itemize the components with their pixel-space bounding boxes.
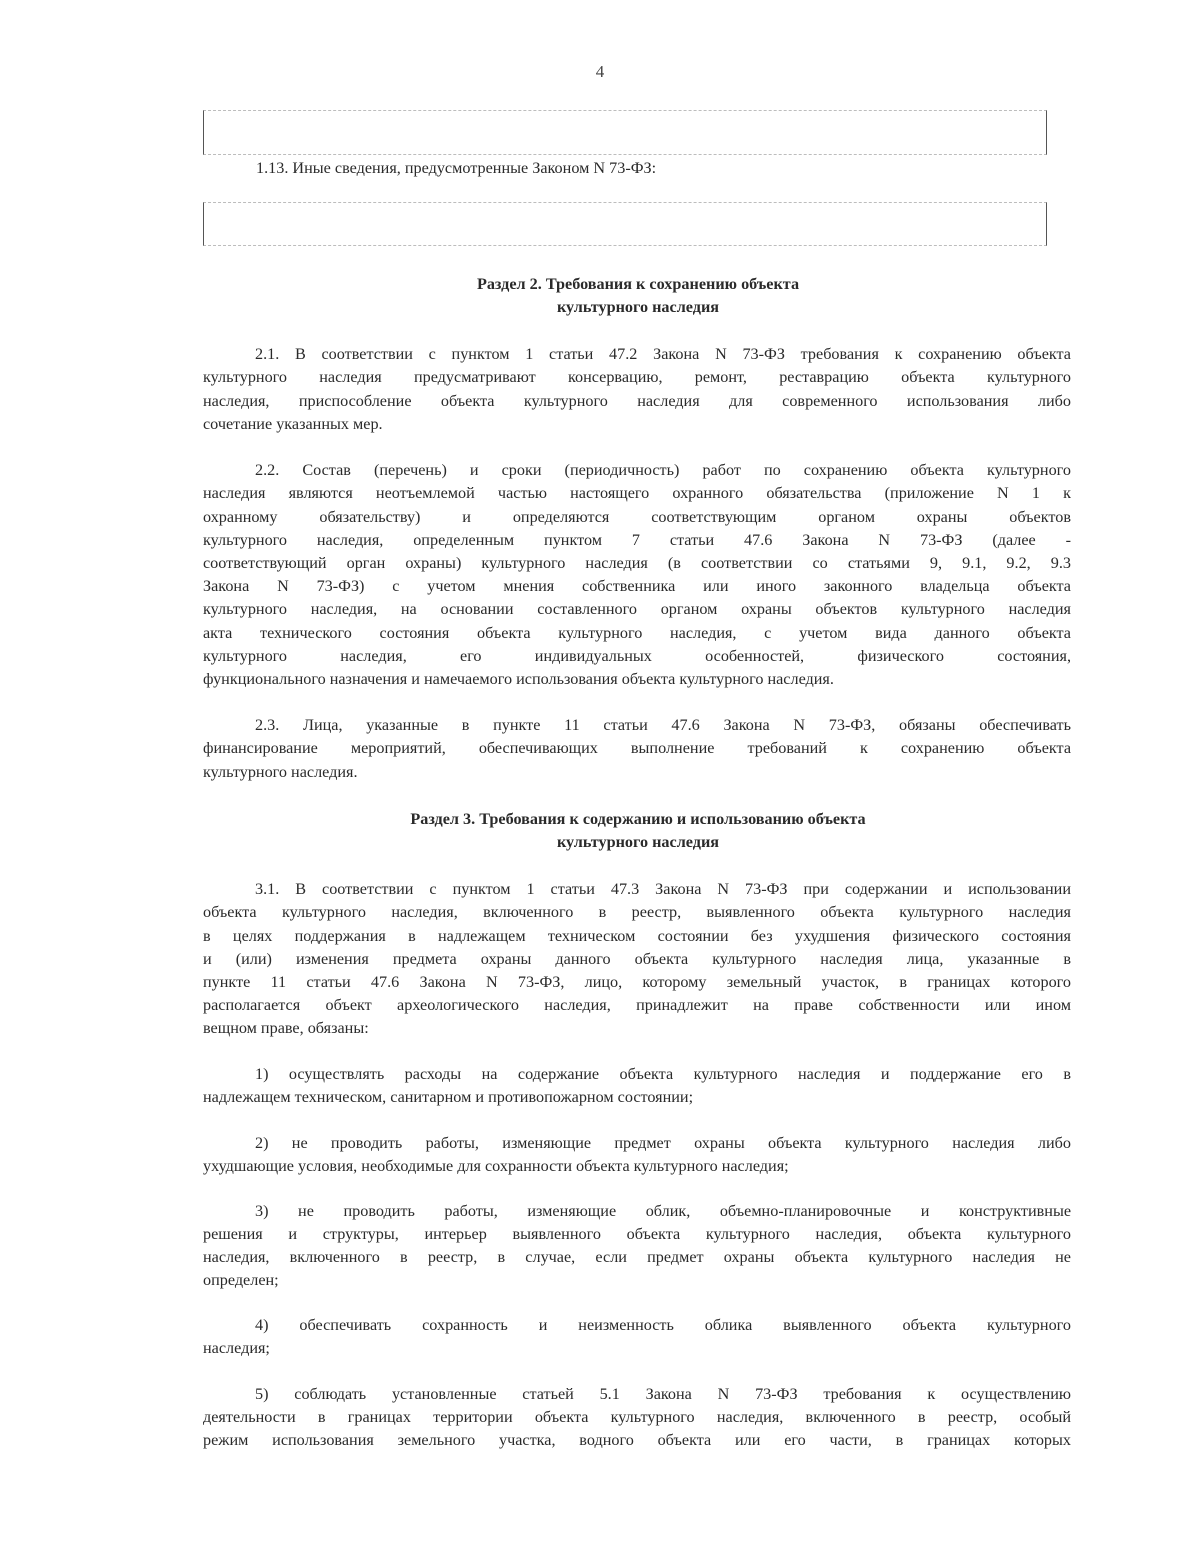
empty-field-box (203, 202, 1047, 246)
text-line: решения и структуры, интерьер выявленного объекта культурного наследия, объекта культурного (203, 1225, 1071, 1243)
text-line: культурного наследия, его индивидуальных особенностей, физического состояния, (203, 647, 1071, 665)
section-2-title: культурного наследия (556, 298, 720, 316)
text-line: 2.3. Лица, указанные в пункте 11 статьи 47.6 Закона N 73-ФЗ, обязаны обеспечивать (255, 716, 1071, 734)
text-line: финансирование мероприятий, обеспечивающих выполнение требований к сохранению объекта (203, 739, 1071, 757)
text-line: 3.1. В соответствии с пунктом 1 статьи 47.3 Закона N 73-ФЗ при содержании и использовании (255, 880, 1071, 898)
item-1-13: 1.13. Иные сведения, предусмотренные Законом N 73-ФЗ: (256, 159, 657, 177)
text-line: определен; (203, 1271, 279, 1289)
text-line: соответствующий орган охраны) культурного наследия (в соответствии со статьями 9, 9.1, 9.2, 9.3 (203, 554, 1071, 572)
text-line: наследия, приспособление объекта культурного наследия для современного использования либо (203, 392, 1071, 410)
text-line: наследия являются неотъемлемой частью настоящего охранного обязательства (приложение N 1 к (203, 484, 1071, 502)
text-line: функционального назначения и намечаемого использования объекта культурного наследия. (203, 670, 834, 688)
text-line: наследия; (203, 1339, 270, 1357)
text-line: 4) обеспечивать сохранность и неизменность облика выявленного объекта культурного (255, 1316, 1071, 1334)
text-line: 2.2. Состав (перечень) и сроки (периодичность) работ по сохранению объекта культурного (255, 461, 1071, 479)
text-line: располагается объект археологического наследия, принадлежит на праве собственности или ином (203, 996, 1071, 1014)
text-line: 1) осуществлять расходы на содержание объекта культурного наследия и поддержание его в (255, 1065, 1071, 1083)
text-line: режим использования земельного участка, водного объекта или его части, в границах которых (203, 1431, 1071, 1449)
text-line: Закона N 73-ФЗ) с учетом мнения собственника или иного законного владельца объекта (203, 577, 1071, 595)
text-line: культурного наследия, определенным пунктом 7 статьи 47.6 Закона N 73-ФЗ (далее - (203, 531, 1071, 549)
text-line: и (или) изменения предмета охраны данного объекта культурного наследия лица, указанные в (203, 950, 1071, 968)
empty-field-box (203, 110, 1047, 155)
text-line: деятельности в границах территории объекта культурного наследия, включенного в реестр, особый (203, 1408, 1071, 1426)
section-2-title: Раздел 2. Требования к сохранению объекта (476, 275, 800, 293)
text-line: вещном праве, обязаны: (203, 1019, 369, 1037)
text-line: культурного наследия. (203, 763, 358, 781)
text-line: 5) соблюдать установленные статьей 5.1 Закона N 73-ФЗ требования к осуществлению (255, 1385, 1071, 1403)
text-line: акта технического состояния объекта культурного наследия, с учетом вида данного объекта (203, 624, 1071, 642)
text-line: 2) не проводить работы, изменяющие предмет охраны объекта культурного наследия либо (255, 1134, 1071, 1152)
text-line: объекта культурного наследия, включенного в реестр, выявленного объекта культурного наследия (203, 903, 1071, 921)
section-3-title: Раздел 3. Требования к содержанию и использованию объекта (410, 810, 866, 828)
text-line: 3) не проводить работы, изменяющие облик, объемно-планировочные и конструктивные (255, 1202, 1071, 1220)
text-line: сочетание указанных мер. (203, 415, 383, 433)
text-line: охранному обязательству) и определяются соответствующим органом охраны объектов (203, 508, 1071, 526)
page-number: 4 (595, 62, 605, 81)
section-3-title: культурного наследия (556, 833, 720, 851)
text-line: надлежащем техническом, санитарном и противопожарном состоянии; (203, 1088, 694, 1106)
text-line: культурного наследия, на основании составленного органом охраны объектов культурного наследия (203, 600, 1071, 618)
text-line: в целях поддержания в надлежащем техническом состоянии без ухудшения физического состояния (203, 927, 1071, 945)
text-line: культурного наследия предусматривают консервацию, ремонт, реставрацию объекта культурного (203, 368, 1071, 386)
text-line: ухудшающие условия, необходимые для сохранности объекта культурного наследия; (203, 1157, 789, 1175)
text-line: пункте 11 статьи 47.6 Закона N 73-ФЗ, лицо, которому земельный участок, в границах которого (203, 973, 1071, 991)
text-line: наследия, включенного в реестр, в случае, если предмет охраны объекта культурного наследия не (203, 1248, 1071, 1266)
text-line: 2.1. В соответствии с пунктом 1 статьи 47.2 Закона N 73-ФЗ требования к сохранению объекта (255, 345, 1071, 363)
